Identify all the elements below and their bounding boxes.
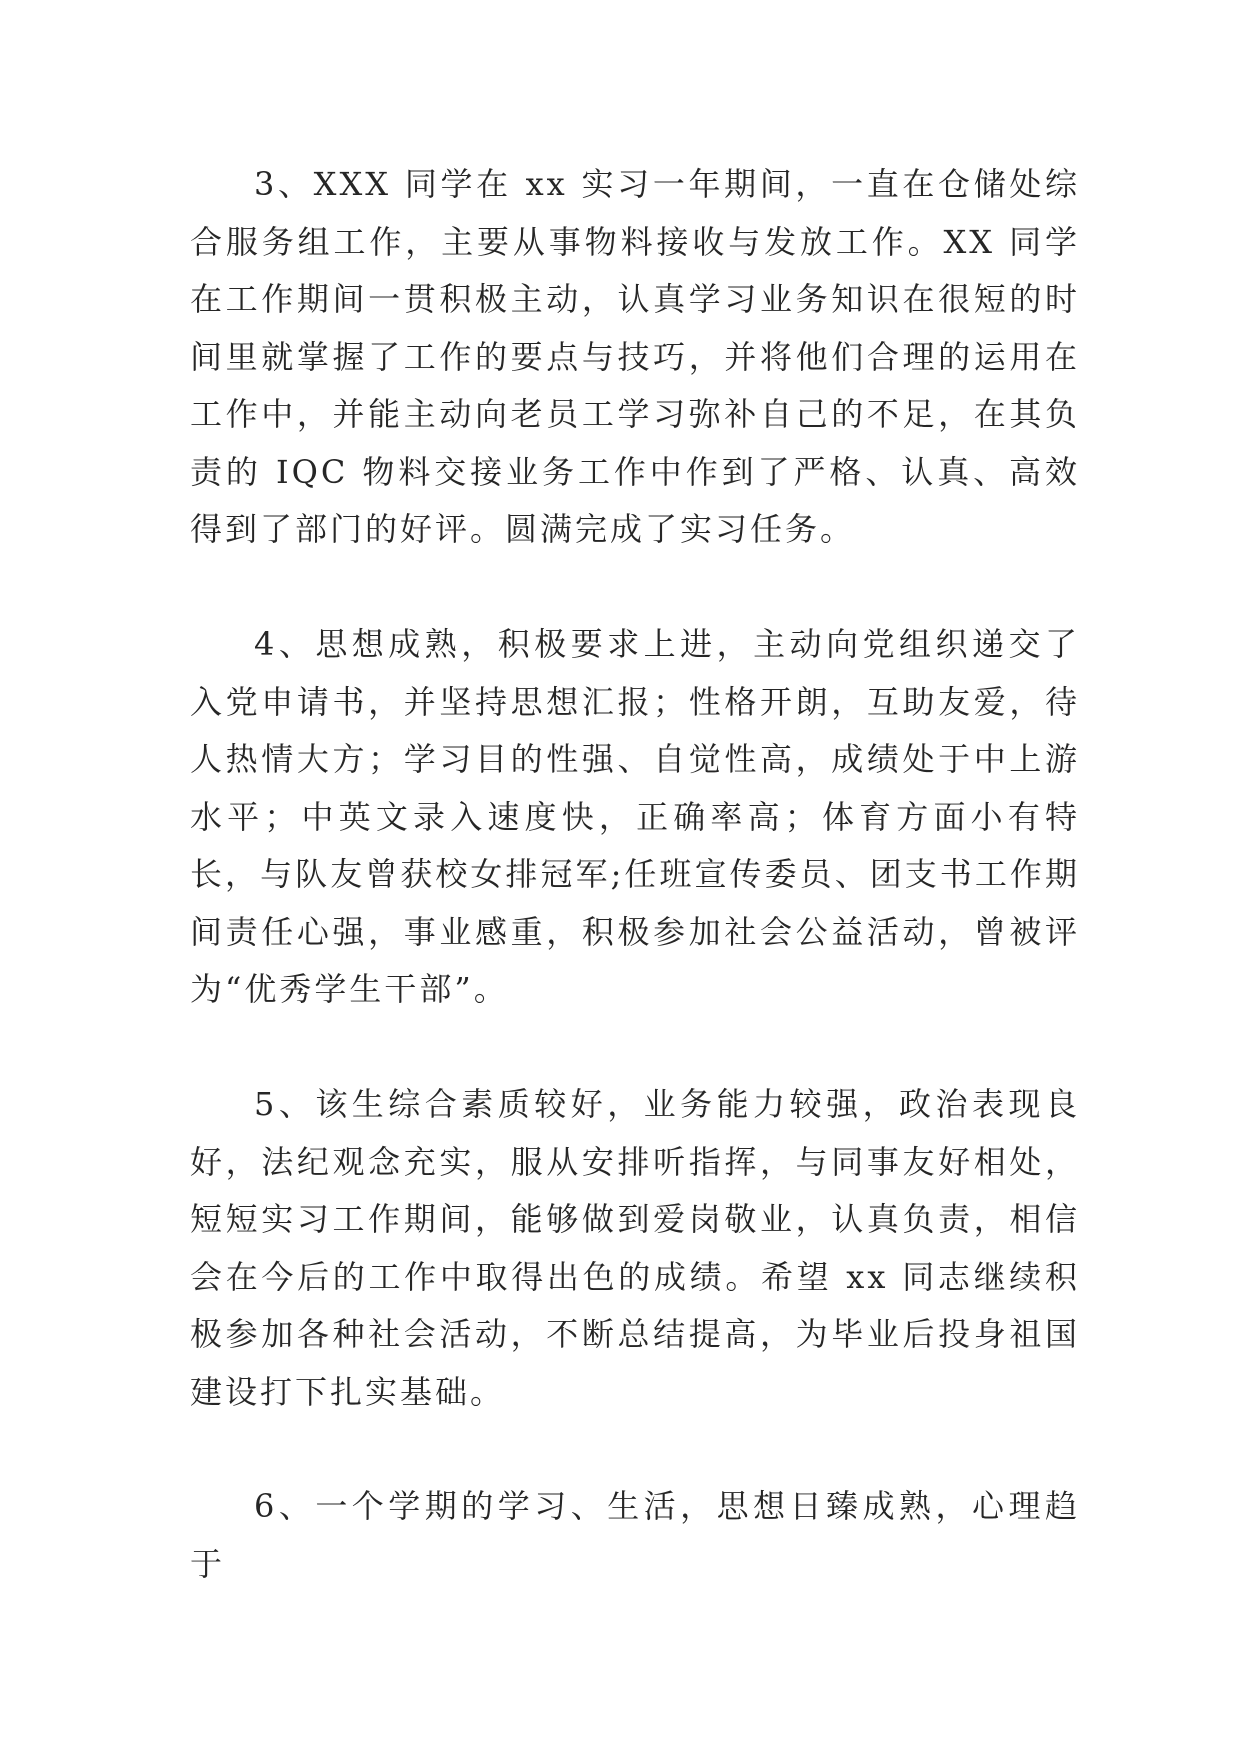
paragraph-4: 4、思想成熟，积极要求上进，主动向党组织递交了入党申请书，并坚持思想汇报；性格开朗，互助友爱，待人热情大方；学习目的性强、自觉性高，成绩处于中上游水平；中英文录入速度快，正确率高；体育方面小有特长，与队友曾获校女排冠军;任班宣传委员、团支书工作期间责任心强，事业感重，积极参加社会公益活动，曾被评为“优秀学生干部”。 <box>190 625 1080 1008</box>
paragraph-3: 3、XXX 同学在 xx 实习一年期间，一直在仓储处综合服务组工作，主要从事物料接收与发放工作。XX 同学在工作期间一贯积极主动，认真学习业务知识在很短的时间里就掌握了工作的要点与技巧，并将他们合理的运用在工作中，并能主动向老员工学习弥补自己的不足，在其负责的 IQC 物料交接业务工作中作到了严格、认真、高效得到了部门的好评。圆满完成了实习任务。 <box>190 165 1080 548</box>
paragraph-6: 6、一个学期的学习、生活，思想日臻成熟，心理趋于 <box>190 1487 1080 1583</box>
paragraph-5: 5、该生综合素质较好，业务能力较强，政治表现良好，法纪观念充实，服从安排听指挥，与同事友好相处，短短实习工作期间，能够做到爱岗敬业，认真负责，相信会在今后的工作中取得出色的成绩。希望 xx 同志继续积极参加各种社会活动，不断总结提高，为毕业后投身祖国建设打下扎实基础。 <box>190 1085 1080 1411</box>
